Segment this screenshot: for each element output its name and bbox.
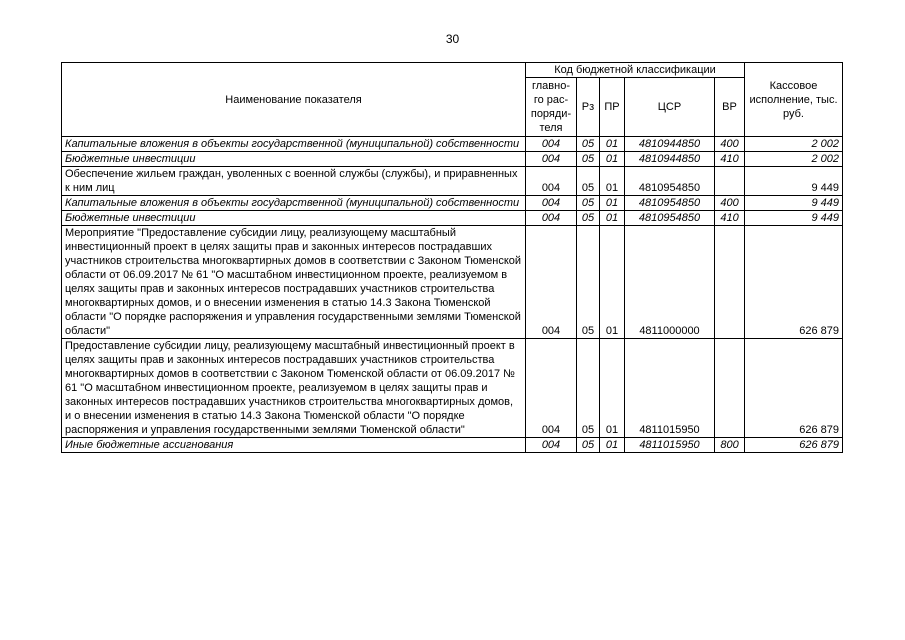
row-vr: [715, 226, 745, 339]
header-rz: Рз: [577, 78, 600, 137]
row-csr: 4810954850: [625, 167, 715, 196]
header-vr: ВР: [715, 78, 745, 137]
row-pr: 01: [600, 211, 625, 226]
row-rz: 05: [577, 196, 600, 211]
row-csr: 4811000000: [625, 226, 715, 339]
row-gr: 004: [526, 196, 577, 211]
row-pr: 01: [600, 137, 625, 152]
row-rz: 05: [577, 167, 600, 196]
row-vr: 410: [715, 152, 745, 167]
row-csr: 4810944850: [625, 152, 715, 167]
row-pr: 01: [600, 196, 625, 211]
budget-execution-table: [61, 62, 843, 453]
header-code-group: Код бюджетной классификации: [526, 63, 745, 78]
row-vr: [715, 339, 745, 438]
table-row: [62, 226, 843, 339]
row-vr: 800: [715, 438, 745, 453]
header-csr: ЦСР: [625, 78, 715, 137]
header-amount: Кассовое исполнение, тыс. руб.: [745, 63, 843, 137]
page-number: 30: [445, 32, 460, 46]
row-csr: 4811015950: [625, 339, 715, 438]
header-gr: главно- го рас- поряди- теля: [526, 78, 577, 137]
row-name: Бюджетные инвестиции: [62, 211, 526, 226]
row-gr: 004: [526, 226, 577, 339]
row-name: Бюджетные инвестиции: [62, 152, 526, 167]
row-csr: 4811015950: [625, 438, 715, 453]
header-pr: ПР: [600, 78, 625, 137]
table-row: [62, 167, 843, 196]
row-csr: 4810944850: [625, 137, 715, 152]
row-csr: 4810954850: [625, 196, 715, 211]
row-amount: 626 879: [745, 226, 843, 339]
row-name: Иные бюджетные ассигнования: [62, 438, 526, 453]
row-name: Обеспечение жильем граждан, уволенных с военной службы (службы), и приравненных к ним лиц: [62, 167, 526, 196]
row-name: Предоставление субсидии лицу, реализующему масштабный инвестиционный проект в целях защиты прав и законных интересов пострадавших участников строительства многоквартирных домов в соответствии с Законом Тюменской области от 06.09.2017 № 61 "О масштабном инвестиционном проекте, реализуемом в целях защиты прав и законных интересов пострадавших участников строительства многоквартирных домов, и о внесении изменения в статью 14.3 Закона Тюменской области "О порядке распоряжения и управления государственными землями Тюменской области": [62, 339, 526, 438]
row-vr: [715, 167, 745, 196]
row-gr: 004: [526, 211, 577, 226]
table-row: [62, 196, 843, 211]
row-amount: 9 449: [745, 211, 843, 226]
header-name: Наименование показателя: [62, 63, 526, 137]
table-row: [62, 152, 843, 167]
row-gr: 004: [526, 339, 577, 438]
row-rz: 05: [577, 226, 600, 339]
row-rz: 05: [577, 339, 600, 438]
row-rz: 05: [577, 152, 600, 167]
table-row: [62, 211, 843, 226]
row-pr: 01: [600, 152, 625, 167]
row-name: Капитальные вложения в объекты государственной (муниципальной) собственности: [62, 137, 526, 152]
row-vr: 410: [715, 211, 745, 226]
row-vr: 400: [715, 196, 745, 211]
row-gr: 004: [526, 152, 577, 167]
row-amount: 9 449: [745, 167, 843, 196]
row-amount: 626 879: [745, 438, 843, 453]
table-row: [62, 137, 843, 152]
row-gr: 004: [526, 438, 577, 453]
table-row: [62, 438, 843, 453]
row-gr: 004: [526, 167, 577, 196]
row-rz: 05: [577, 211, 600, 226]
row-pr: 01: [600, 339, 625, 438]
row-rz: 05: [577, 137, 600, 152]
table-row: [62, 339, 843, 438]
row-name: Капитальные вложения в объекты государственной (муниципальной) собственности: [62, 196, 526, 211]
row-pr: 01: [600, 167, 625, 196]
row-name: Мероприятие "Предоставление субсидии лицу, реализующему масштабный инвестиционный проект в целях защиты прав и законных интересов пострадавших участников строительства многоквартирных домов в соответствии с Законом Тюменской области от 06.09.2017 № 61 "О масштабном инвестиционном проекте, реализуемом в целях защиты прав и законных интересов пострадавших участников строительства многоквартирных домов, и о внесении изменения в статью 14.3 Закона Тюменской области "О порядке распоряжения и управления государственными землями Тюменской области": [62, 226, 526, 339]
row-vr: 400: [715, 137, 745, 152]
row-pr: 01: [600, 438, 625, 453]
row-pr: 01: [600, 226, 625, 339]
row-amount: 2 002: [745, 137, 843, 152]
row-gr: 004: [526, 137, 577, 152]
row-amount: 9 449: [745, 196, 843, 211]
row-amount: 2 002: [745, 152, 843, 167]
row-amount: 626 879: [745, 339, 843, 438]
row-rz: 05: [577, 438, 600, 453]
row-csr: 4810954850: [625, 211, 715, 226]
